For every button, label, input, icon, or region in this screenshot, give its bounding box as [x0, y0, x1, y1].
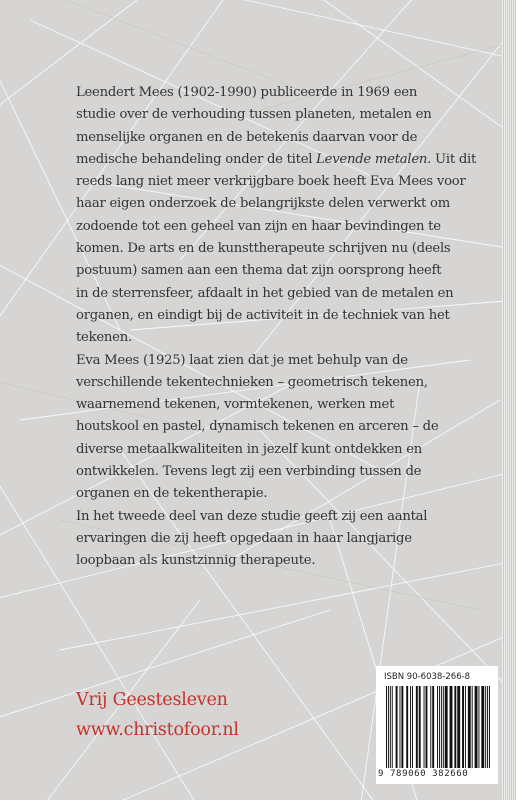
blurb-line: verschillende tekentechnieken – geometrisch tekenen,: [76, 374, 428, 390]
blurb-line: In het tweede deel van deze studie geeft zij een aantal: [76, 508, 428, 524]
blurb-line: organen en de tekentherapie.: [76, 486, 268, 502]
barcode-bar: [419, 686, 421, 768]
barcode-bar: [443, 686, 444, 768]
blurb-line: tekenen.: [76, 330, 132, 346]
barcode-bar: [388, 686, 389, 768]
barcode-bar: [450, 686, 453, 768]
isbn-label: ISBN 90-6038-266-8: [384, 672, 471, 682]
barcode-bar: [401, 686, 403, 768]
publisher-name: Vrij Geestesleven: [76, 690, 228, 710]
blurb-line: medische behandeling onder de titel Levende metalen. Uit dit: [76, 151, 477, 167]
blurb-line: waarnemend tekenen, vormtekenen, werken met: [76, 397, 395, 413]
barcode-bar: [437, 686, 438, 768]
barcode-bar: [410, 686, 411, 768]
page-block-edge: [502, 0, 516, 800]
barcode-bar: [392, 686, 393, 768]
barcode-bar: [475, 686, 478, 768]
blurb-line: postuum) samen aan een thema dat zijn oorsprong heeft: [76, 263, 442, 279]
barcode-bar: [439, 686, 440, 768]
blurb-line: in de sterrensfeer, afdaalt in het gebied van de metalen en: [76, 285, 454, 301]
barcode-bar: [441, 686, 442, 768]
blurb-line: loopbaan als kunstzinnig therapeute.: [76, 553, 316, 569]
barcode-bar: [445, 686, 448, 768]
blurb-text: [76, 82, 496, 573]
publisher-website: www.christofoor.nl: [76, 720, 239, 740]
barcode-bar: [454, 686, 456, 768]
blurb-line: houtskool en pastel, dynamisch tekenen en arceren – de: [76, 419, 439, 435]
barcode-bar: [416, 686, 418, 768]
barcode-bars: [386, 686, 490, 768]
barcode-bar: [399, 686, 400, 768]
blurb-line: menselijke organen en de betekenis daarvan voor de: [76, 129, 418, 145]
blurb-line: ontwikkelen. Tevens legt zij een verbinding tussen de: [76, 464, 422, 480]
barcode-bar: [432, 686, 434, 768]
barcode-bar: [478, 686, 479, 768]
blurb-line: organen, en eindigt bij de activiteit in de techniek van het: [76, 307, 450, 323]
barcode-bar: [424, 686, 425, 768]
barcode-bar: [386, 686, 387, 768]
barcode-bar: [425, 686, 427, 768]
barcode-panel: [376, 666, 498, 784]
barcode-bar: [485, 686, 486, 768]
barcode-bar: [487, 686, 488, 768]
barcode-bar: [489, 686, 490, 768]
barcode-bar: [462, 686, 464, 768]
barcode-bar: [457, 686, 460, 768]
blurb-line: haar eigen onderzoek de belangrijkste delen verwerkt om: [76, 196, 450, 212]
blurb-line: studie over de verhouding tussen planeten, metalen en: [76, 107, 432, 123]
blurb-line: diverse metaalkwaliteiten in jezelf kunt ontdekken en: [76, 441, 423, 457]
blurb-line: Leendert Mees (1902-1990) publiceerde in 1969 een: [76, 85, 418, 100]
blurb-line: Eva Mees (1925) laat zien dat je met behulp van de: [76, 352, 408, 368]
barcode-bar: [468, 686, 471, 768]
blurb-line: zodoende tot een geheel van zijn en haar bevindingen te: [76, 218, 441, 234]
barcode-bar: [481, 686, 484, 768]
blurb-line: reeds lang niet meer verkrijgbare boek heeft Eva Mees voor: [76, 174, 466, 190]
book-title-italic: Levende metalen: [316, 151, 428, 167]
barcode-bar: [465, 686, 466, 768]
barcode-bar: [390, 686, 391, 768]
barcode-bar: [412, 686, 413, 768]
barcode-bar: [406, 686, 408, 768]
barcode-bar: [472, 686, 473, 768]
blurb-line: komen. De arts en de kunsttherapeute schrijven nu (deels: [76, 241, 451, 257]
blurb-line: ervaringen die zij heeft opgedaan in haar langjarige: [76, 530, 412, 546]
barcode-digits: 9 789060 382660: [378, 769, 469, 779]
barcode-bar: [430, 686, 431, 768]
barcode-bar: [396, 686, 398, 768]
